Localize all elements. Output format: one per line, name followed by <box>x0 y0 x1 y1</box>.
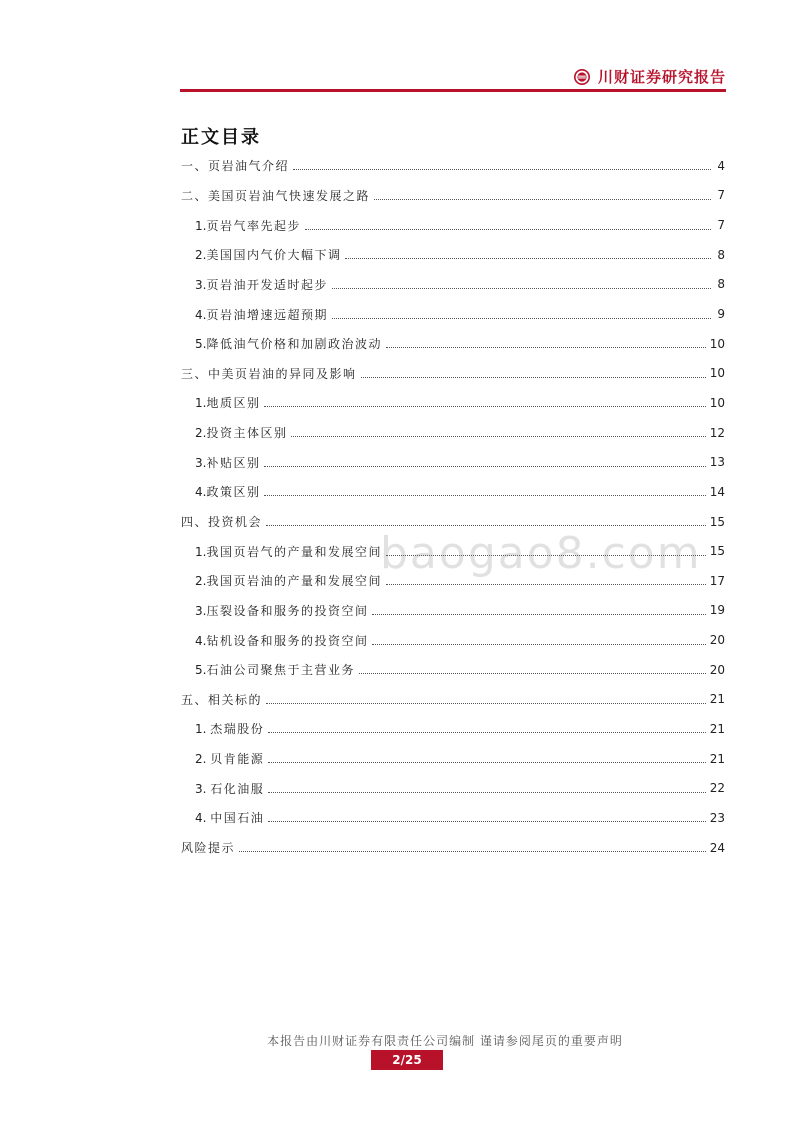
brand-logo-icon <box>574 69 590 85</box>
toc-entry-page: 7 <box>717 188 725 203</box>
toc-entry-label <box>195 602 368 619</box>
toc-entry-page: 7 <box>717 218 725 233</box>
toc-dot-leader <box>386 555 706 556</box>
toc-dot-leader <box>332 318 711 319</box>
toc-entry-number: 1. <box>195 722 211 737</box>
toc-entry-page: 10 <box>709 395 725 410</box>
toc-entry-number: 5. <box>195 337 207 352</box>
toc-entry-text: 我国页岩油的产量和发展空间 <box>206 574 382 589</box>
toc-entry-label <box>181 513 262 530</box>
brand-name: 川财证券研究报告 <box>597 68 726 86</box>
toc-entry-label <box>195 454 260 471</box>
toc-entry-text: 我国页岩气的产量和发展空间 <box>206 544 382 559</box>
toc-entry-page: 21 <box>709 692 725 707</box>
toc-entry-label <box>181 691 262 708</box>
toc-entry-label <box>195 572 382 589</box>
toc-dot-leader <box>268 762 705 763</box>
toc-entry[interactable] <box>181 566 725 596</box>
page-number-badge: 2/25 <box>371 1050 443 1070</box>
toc-entry-text: 杰瑞股份 <box>210 722 265 737</box>
toc-entry[interactable] <box>181 388 725 418</box>
watermark: baogao8.com <box>380 528 702 579</box>
toc-entry-label <box>181 157 289 174</box>
toc-entry[interactable] <box>181 625 725 655</box>
toc-entry-page: 19 <box>709 603 725 618</box>
toc-entry-text: 压裂设备和服务的投资空间 <box>206 603 369 618</box>
toc-dot-leader <box>345 258 711 259</box>
toc-entry-page: 20 <box>709 633 725 648</box>
toc-entry-page: 9 <box>717 307 725 322</box>
toc-entry-text: 地质区别 <box>206 396 261 411</box>
toc-dot-leader <box>305 229 711 230</box>
toc-entry-text: 美国国内气价大幅下调 <box>206 248 342 263</box>
toc-entry-label <box>195 750 264 767</box>
toc-entry-number: 3. <box>195 603 207 618</box>
toc-entry-page: 8 <box>717 277 725 292</box>
toc-entry-text: 钻机设备和服务的投资空间 <box>206 633 369 648</box>
toc-entry[interactable] <box>181 151 725 181</box>
toc-entry[interactable] <box>181 833 725 863</box>
toc-dot-leader <box>372 614 705 615</box>
toc-dot-leader <box>264 495 705 496</box>
brand <box>574 66 726 87</box>
toc-entry-label <box>181 187 370 204</box>
toc-entry-page: 4 <box>717 158 725 173</box>
toc-entry[interactable] <box>181 803 725 833</box>
toc-entry-text: 石化油服 <box>210 781 265 796</box>
toc-dot-leader <box>291 436 705 437</box>
toc-entry[interactable] <box>181 329 725 359</box>
toc-entry-page: 24 <box>709 840 725 855</box>
toc-entry-number: 1. <box>195 544 207 559</box>
toc-entry-label <box>195 335 382 352</box>
toc-entry-page: 15 <box>709 544 725 559</box>
toc-entry-text: 一、页岩油气介绍 <box>181 159 290 174</box>
toc-dot-leader <box>266 525 706 526</box>
toc-entry-page: 14 <box>709 484 725 499</box>
toc-entry[interactable] <box>181 536 725 566</box>
toc-entry-page: 8 <box>717 247 725 262</box>
toc-entry-text: 风险提示 <box>181 841 236 856</box>
toc-entry-number: 2. <box>195 574 207 589</box>
toc-dot-leader <box>268 821 705 822</box>
toc-dot-leader <box>268 732 705 733</box>
toc-entry-page: 13 <box>709 455 725 470</box>
toc-entry-page: 21 <box>709 751 725 766</box>
toc-entry-number: 3. <box>195 455 207 470</box>
toc-dot-leader <box>264 406 705 407</box>
toc-title: 正文目录 <box>181 127 261 148</box>
toc-entry-page: 22 <box>709 781 725 796</box>
toc-entry-text: 页岩油开发适时起步 <box>206 277 328 292</box>
toc-entry-label <box>195 246 341 263</box>
report-header <box>180 62 726 92</box>
toc-entry[interactable] <box>181 655 725 685</box>
toc-entry[interactable] <box>181 714 725 744</box>
toc-entry-number: 4. <box>195 811 211 826</box>
toc-entry-number: 3. <box>195 277 207 292</box>
toc-entry-label <box>181 365 357 382</box>
toc-entry-number: 4. <box>195 633 207 648</box>
toc-entry-page: 10 <box>709 366 725 381</box>
toc-entry[interactable] <box>181 773 725 803</box>
toc-entry[interactable] <box>181 685 725 715</box>
toc-dot-leader <box>332 288 711 289</box>
toc-entry-label <box>195 276 328 293</box>
toc-entry[interactable] <box>181 181 725 211</box>
toc-entry-text: 投资主体区别 <box>206 426 288 441</box>
toc-dot-leader <box>386 584 706 585</box>
footer-disclaimer: 本报告由川财证券有限责任公司编制 谨请参阅尾页的重要声明 <box>267 1034 623 1048</box>
toc-dot-leader <box>264 466 705 467</box>
toc-entry[interactable] <box>181 447 725 477</box>
toc-entry[interactable] <box>181 596 725 626</box>
toc-entry-text: 三、中美页岩油的异同及影响 <box>181 366 357 381</box>
toc-entry-page: 10 <box>709 336 725 351</box>
toc-entry-page: 23 <box>709 810 725 825</box>
toc-entry-label <box>195 661 355 678</box>
toc-entry-text: 页岩气率先起步 <box>206 218 301 233</box>
toc-entry-label <box>195 394 260 411</box>
toc-entry-number: 2. <box>195 426 207 441</box>
toc-entry-text: 补贴区别 <box>206 455 261 470</box>
toc-entry-label <box>195 424 287 441</box>
toc-entry-text: 五、相关标的 <box>181 692 263 707</box>
toc-entry-page: 12 <box>709 425 725 440</box>
toc-entry[interactable] <box>181 270 725 300</box>
toc-entry-text: 中国石油 <box>210 811 265 826</box>
toc-entry-number: 2. <box>195 752 211 767</box>
toc-entry-page: 17 <box>709 573 725 588</box>
toc-entry-number: 3. <box>195 781 211 796</box>
toc-entry-label <box>195 780 264 797</box>
toc-entry-text: 四、投资机会 <box>181 515 263 529</box>
toc-entry[interactable] <box>181 477 725 507</box>
toc-entry[interactable] <box>181 210 725 240</box>
toc-entry-text: 页岩油增速远超预期 <box>206 307 328 322</box>
toc-dot-leader <box>268 792 705 793</box>
toc-entry[interactable] <box>181 299 725 329</box>
toc-dot-leader <box>266 703 706 704</box>
toc-entry-number: 4. <box>195 307 207 322</box>
toc-entry-label <box>181 839 235 856</box>
toc-entry-text: 石油公司聚焦于主营业务 <box>206 663 355 678</box>
table-of-contents <box>181 151 725 862</box>
toc-entry-number: 4. <box>195 485 207 500</box>
toc-entry-number: 1. <box>195 396 207 411</box>
toc-entry-number: 2. <box>195 248 207 263</box>
toc-entry-label <box>195 483 260 500</box>
toc-entry[interactable] <box>181 507 725 537</box>
toc-entry-label <box>195 306 328 323</box>
toc-entry[interactable] <box>181 358 725 388</box>
header-rule <box>180 89 726 92</box>
toc-entry-label <box>195 720 264 737</box>
toc-dot-leader <box>374 199 711 200</box>
toc-entry-label <box>195 809 264 826</box>
toc-entry-page: 20 <box>709 662 725 677</box>
toc-entry-number: 5. <box>195 663 207 678</box>
toc-entry-page: 21 <box>709 721 725 736</box>
toc-entry-number: 1. <box>195 218 207 233</box>
toc-dot-leader <box>239 851 706 852</box>
toc-dot-leader <box>359 673 706 674</box>
toc-dot-leader <box>372 644 705 645</box>
toc-dot-leader <box>361 377 706 378</box>
toc-entry-page: 15 <box>709 514 725 529</box>
toc-entry-label <box>195 543 382 560</box>
toc-entry-text: 降低油气价格和加剧政治波动 <box>206 337 382 352</box>
toc-entry[interactable] <box>181 240 725 270</box>
toc-entry-label <box>195 632 368 649</box>
toc-dot-leader <box>386 347 706 348</box>
toc-entry[interactable] <box>181 418 725 448</box>
toc-entry-text: 贝肯能源 <box>210 752 265 767</box>
toc-entry[interactable] <box>181 744 725 774</box>
toc-entry-label <box>195 217 301 234</box>
toc-entry-text: 政策区别 <box>206 485 261 500</box>
toc-dot-leader <box>293 169 711 170</box>
toc-entry-text: 二、美国页岩油气快速发展之路 <box>181 188 371 203</box>
